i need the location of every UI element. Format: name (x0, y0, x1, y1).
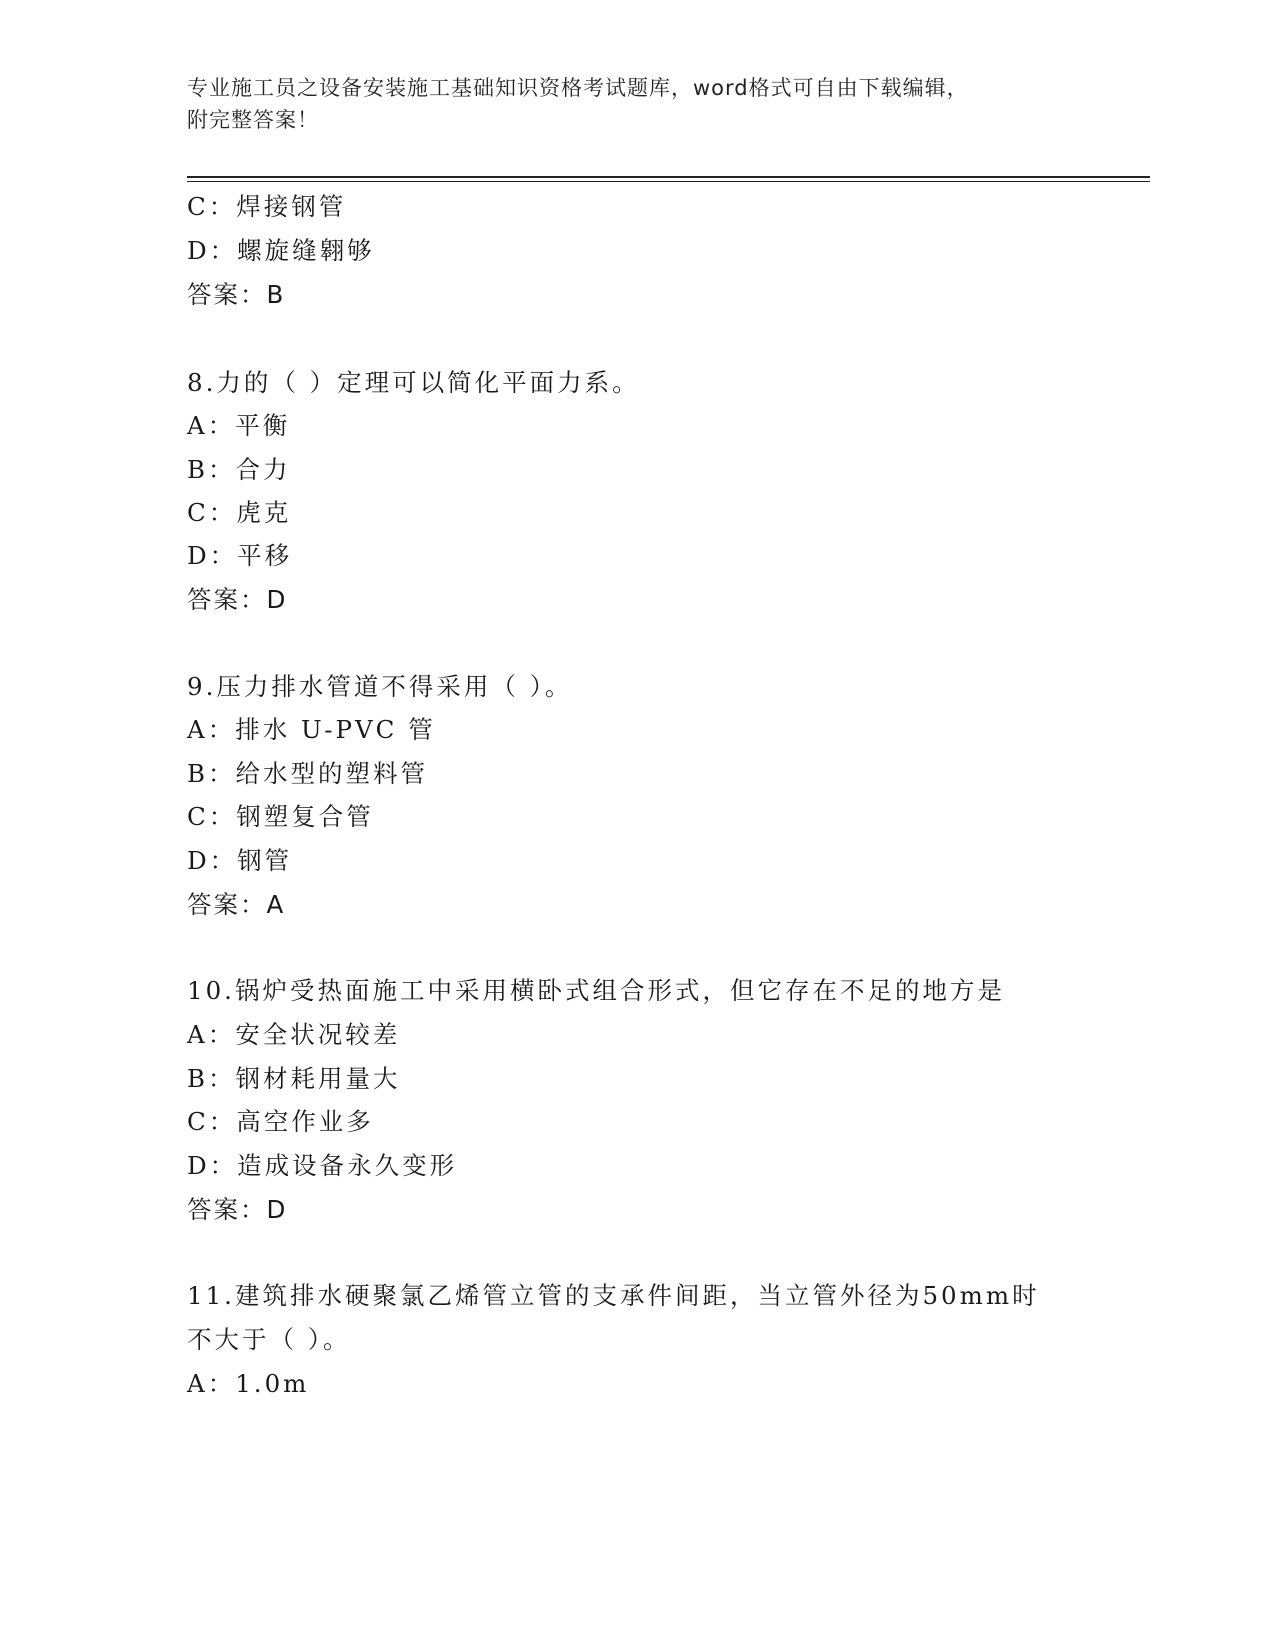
q10-stem: 10.锅炉受热面施工中采用横卧式组合形式，但它存在不足的地方是 (187, 976, 1005, 1005)
header-line-1: 专业施工员之设备安装施工基础知识资格考试题库，word格式可自由下载编辑， (187, 76, 969, 100)
q7-option-d: D：螺旋缝翱够 (187, 236, 375, 265)
q9-option-d: D：钢管 (187, 846, 293, 875)
q8-option-d: D：平移 (187, 541, 293, 570)
document-header (187, 72, 1087, 136)
q9-option-c: C：钢塑复合管 (187, 802, 374, 831)
q9-answer: 答案：A (187, 890, 286, 919)
q11-stem-line-1: 11.建筑排水硬聚氯乙烯管立管的支承件间距，当立管外径为50mm时 (187, 1281, 1040, 1310)
q10-option-c: C：高空作业多 (187, 1107, 374, 1136)
q10-option-d: D：造成设备永久变形 (187, 1151, 458, 1180)
q9-stem: 9.压力排水管道不得采用（ ）。 (187, 672, 573, 701)
q8-option-a: A：平衡 (187, 411, 291, 440)
q8-option-c: C：虎克 (187, 498, 292, 527)
header-divider-thin (187, 181, 1150, 182)
header-divider-thick (187, 176, 1150, 178)
q8-stem: 8.力的（ ）定理可以简化平面力系。 (187, 368, 640, 397)
header-line-2: 附完整答案！ (187, 108, 319, 132)
q8-option-b: B：合力 (187, 455, 291, 484)
q9-option-b: B：给水型的塑料管 (187, 759, 429, 788)
q10-option-a: A：安全状况较差 (187, 1020, 401, 1049)
q10-answer: 答案：D (187, 1195, 288, 1224)
q11-stem-line-2: 不大于（ ）。 (187, 1325, 351, 1354)
q10-option-b: B：钢材耗用量大 (187, 1064, 401, 1093)
q7-option-c: C：焊接钢管 (187, 192, 347, 221)
q11-option-a: A：1.0m (187, 1369, 310, 1398)
q7-answer: 答案：B (187, 280, 286, 309)
q9-option-a: A：排水 U-PVC 管 (187, 715, 436, 744)
q8-answer: 答案：D (187, 585, 288, 614)
